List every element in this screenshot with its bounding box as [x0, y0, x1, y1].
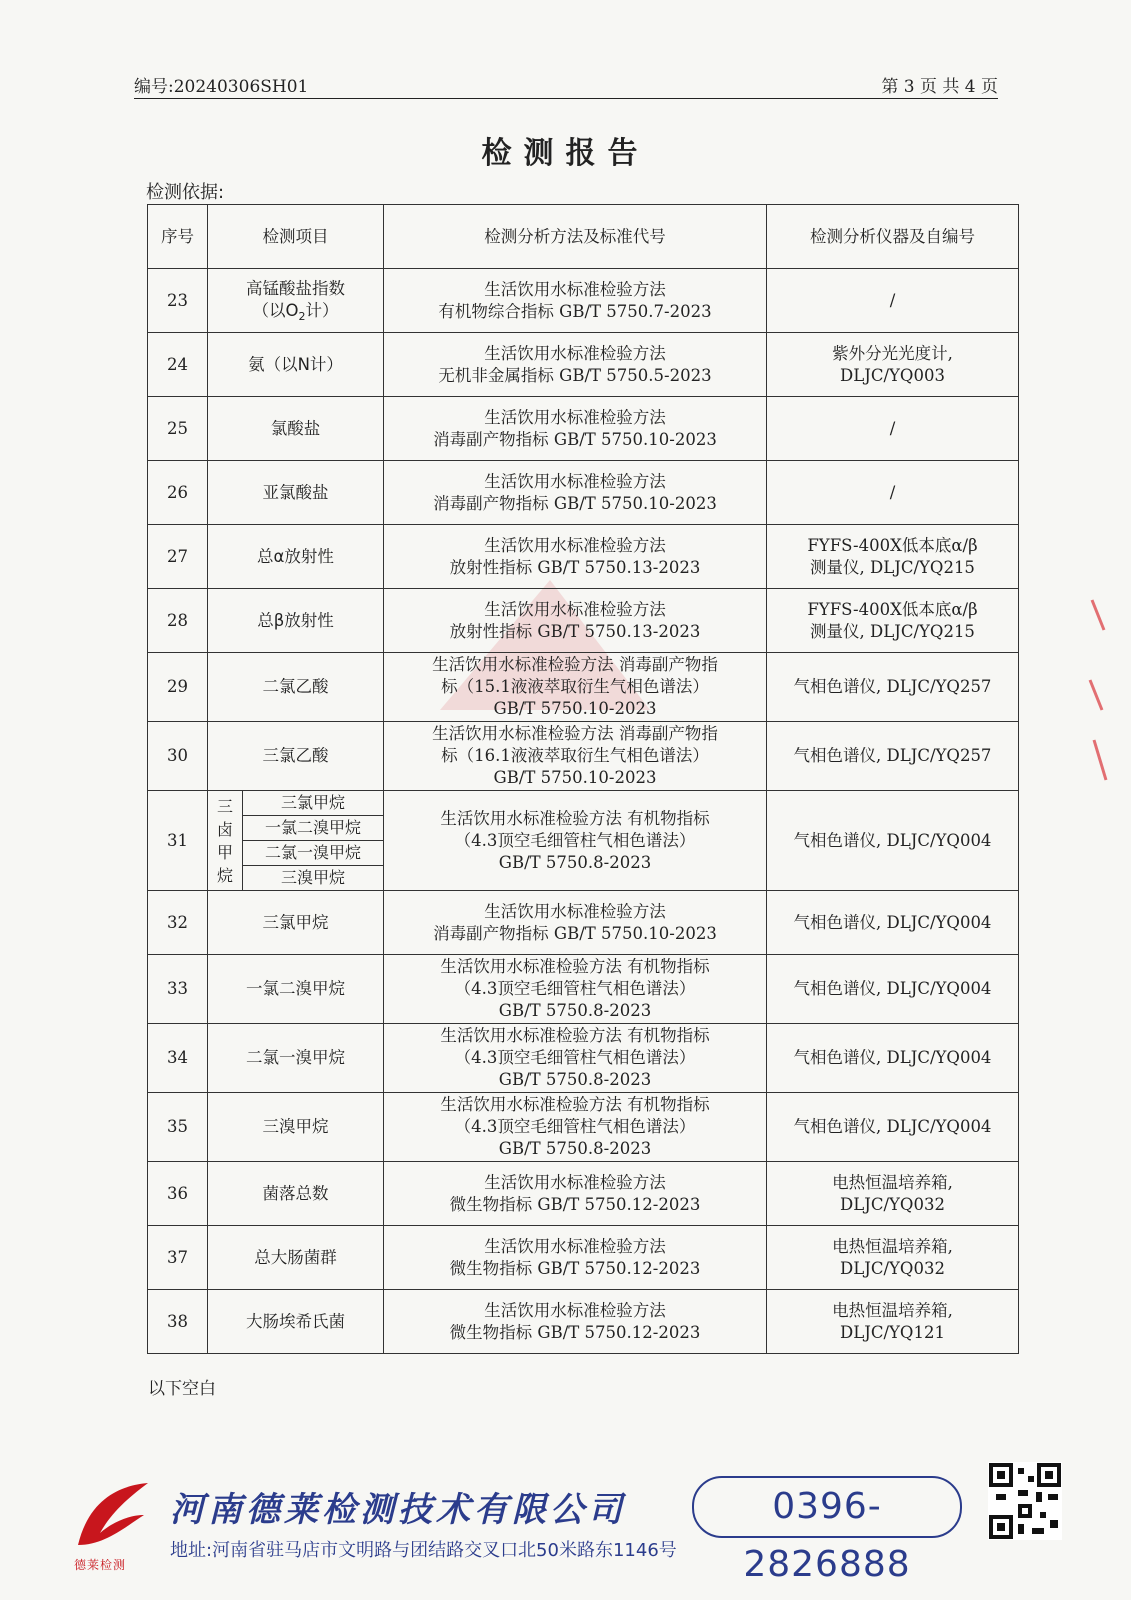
- table-row: [148, 1093, 1019, 1162]
- row-instrument: 气相色谱仪, DLJC/YQ004: [767, 791, 1019, 891]
- company-logo-icon: [70, 1470, 152, 1570]
- row-instrument: FYFS-400X低本底α/β 测量仪, DLJC/YQ215: [767, 589, 1019, 653]
- row-instrument: FYFS-400X低本底α/β 测量仪, DLJC/YQ215: [767, 525, 1019, 589]
- row-instrument: /: [767, 397, 1019, 461]
- company-address: 地址:河南省驻马店市文明路与团结路交叉口北50米路东1146号: [170, 1540, 677, 1561]
- row-no: 35: [148, 1093, 208, 1162]
- company-phone: 0396-2826888: [692, 1476, 962, 1538]
- row-item: 氯酸盐: [208, 397, 384, 461]
- row-instrument: 电热恒温培养箱, DLJC/YQ121: [767, 1290, 1019, 1354]
- row-no: 38: [148, 1290, 208, 1354]
- row-instrument: 气相色谱仪, DLJC/YQ004: [767, 891, 1019, 955]
- row-item-group: [208, 791, 384, 891]
- trihalomethane-subtable: [208, 791, 383, 890]
- row-method: 生活饮用水标准检验方法 有机物指标 （4.3顶空毛细管柱气相色谱法） GB/T 5750.8-2023: [384, 1024, 767, 1093]
- table-row: [148, 461, 1019, 525]
- row-item: 大肠埃希氏菌: [208, 1290, 384, 1354]
- group-label-text: 三 卤 甲 烷: [216, 796, 233, 885]
- row-method: 生活饮用水标准检验方法 微生物指标 GB/T 5750.12-2023: [384, 1162, 767, 1226]
- company-name: 河南德莱检测技术有限公司: [170, 1490, 626, 1530]
- row-item: 总β放射性: [208, 589, 384, 653]
- sub-item: 三溴甲烷: [243, 866, 384, 891]
- row-no: 34: [148, 1024, 208, 1093]
- table-row: [148, 891, 1019, 955]
- table-row: [148, 525, 1019, 589]
- row-item: 氨（以N计）: [208, 333, 384, 397]
- row-instrument: 气相色谱仪, DLJC/YQ004: [767, 955, 1019, 1024]
- row-no: 29: [148, 653, 208, 722]
- row-no: 28: [148, 589, 208, 653]
- table-row: [148, 1162, 1019, 1226]
- table-row: [148, 333, 1019, 397]
- row-item: 高锰酸盐指数 （以$O_2$计）: [208, 269, 384, 333]
- qr-code-icon: [988, 1462, 1062, 1540]
- row-instrument: /: [767, 269, 1019, 333]
- row-method: 生活饮用水标准检验方法 消毒副产物指标 GB/T 5750.10-2023: [384, 891, 767, 955]
- sub-item: 三氯甲烷: [243, 791, 384, 816]
- blank-below-note: 以下空白: [148, 1379, 216, 1399]
- row-method: 生活饮用水标准检验方法 消毒副产物指 标（15.1液液萃取衍生气相色谱法） GB/T 5750.10-2023: [384, 653, 767, 722]
- table-row: [148, 722, 1019, 791]
- row-method: 生活饮用水标准检验方法 无机非金属指标 GB/T 5750.5-2023: [384, 333, 767, 397]
- table-header-row: [148, 205, 1019, 269]
- table-row: [148, 397, 1019, 461]
- row-method: 生活饮用水标准检验方法 微生物指标 GB/T 5750.12-2023: [384, 1290, 767, 1354]
- row-item: 总α放射性: [208, 525, 384, 589]
- table-row: [148, 791, 1019, 891]
- row-method: 生活饮用水标准检验方法 消毒副产物指标 GB/T 5750.10-2023: [384, 461, 767, 525]
- row-method: 生活饮用水标准检验方法 消毒副产物指 标（16.1液液萃取衍生气相色谱法） GB/T 5750.10-2023: [384, 722, 767, 791]
- seal-stamp-edge: [1086, 590, 1110, 810]
- row-instrument: 电热恒温培养箱, DLJC/YQ032: [767, 1226, 1019, 1290]
- row-no: 33: [148, 955, 208, 1024]
- row-no: 24: [148, 333, 208, 397]
- row-item: 亚氯酸盐: [208, 461, 384, 525]
- basis-table: [147, 204, 1019, 1354]
- row-instrument: 气相色谱仪, DLJC/YQ004: [767, 1024, 1019, 1093]
- row-method: 生活饮用水标准检验方法 有机物指标 （4.3顶空毛细管柱气相色谱法） GB/T 5750.8-2023: [384, 955, 767, 1024]
- report-title: 检测报告: [481, 136, 650, 171]
- header-item: 检测项目: [208, 205, 384, 269]
- row-item: 二氯乙酸: [208, 653, 384, 722]
- row-no: 27: [148, 525, 208, 589]
- page-info: 第 3 页 共 4 页: [881, 77, 998, 97]
- basis-label: 检测依据:: [146, 182, 225, 203]
- row-no: 23: [148, 269, 208, 333]
- row-item: 二氯一溴甲烷: [208, 1024, 384, 1093]
- table-row: [148, 653, 1019, 722]
- row-instrument: 电热恒温培养箱, DLJC/YQ032: [767, 1162, 1019, 1226]
- table-row: [148, 1226, 1019, 1290]
- header-instrument: 检测分析仪器及自编号: [767, 205, 1019, 269]
- header-method: 检测分析方法及标准代号: [384, 205, 767, 269]
- row-item: 一氯二溴甲烷: [208, 955, 384, 1024]
- row-no: 30: [148, 722, 208, 791]
- row-method: 生活饮用水标准检验方法 有机物综合指标 GB/T 5750.7-2023: [384, 269, 767, 333]
- table-row: [148, 1290, 1019, 1354]
- row-method: 生活饮用水标准检验方法 消毒副产物指标 GB/T 5750.10-2023: [384, 397, 767, 461]
- row-instrument: 气相色谱仪, DLJC/YQ004: [767, 1093, 1019, 1162]
- report-number: 编号:20240306SH01: [134, 77, 309, 97]
- row-item: 总大肠菌群: [208, 1226, 384, 1290]
- table-row: [148, 1024, 1019, 1093]
- row-item: 三氯乙酸: [208, 722, 384, 791]
- footer: [70, 1470, 1070, 1585]
- group-label: [208, 791, 243, 890]
- row-method: 生活饮用水标准检验方法 放射性指标 GB/T 5750.13-2023: [384, 589, 767, 653]
- row-method: 生活饮用水标准检验方法 有机物指标 （4.3顶空毛细管柱气相色谱法） GB/T 5750.8-2023: [384, 1093, 767, 1162]
- row-no: 26: [148, 461, 208, 525]
- row-instrument: 紫外分光光度计, DLJC/YQ003: [767, 333, 1019, 397]
- table-row: [148, 955, 1019, 1024]
- row-instrument: 气相色谱仪, DLJC/YQ257: [767, 722, 1019, 791]
- sub-item: 一氯二溴甲烷: [243, 816, 384, 841]
- logo-caption: 德莱检测: [74, 1558, 127, 1572]
- row-no: 32: [148, 891, 208, 955]
- row-item: 三溴甲烷: [208, 1093, 384, 1162]
- row-method: 生活饮用水标准检验方法 有机物指标 （4.3顶空毛细管柱气相色谱法） GB/T 5750.8-2023: [384, 791, 767, 891]
- row-instrument: /: [767, 461, 1019, 525]
- row-no: 31: [148, 791, 208, 891]
- table-row: [148, 269, 1019, 333]
- sub-item: 二氯一溴甲烷: [243, 841, 384, 866]
- page-header: [134, 70, 998, 99]
- row-no: 25: [148, 397, 208, 461]
- row-item: 三氯甲烷: [208, 891, 384, 955]
- row-method: 生活饮用水标准检验方法 放射性指标 GB/T 5750.13-2023: [384, 525, 767, 589]
- table-row: [148, 589, 1019, 653]
- row-instrument: 气相色谱仪, DLJC/YQ257: [767, 653, 1019, 722]
- row-method: 生活饮用水标准检验方法 微生物指标 GB/T 5750.12-2023: [384, 1226, 767, 1290]
- row-no: 36: [148, 1162, 208, 1226]
- row-item: 菌落总数: [208, 1162, 384, 1226]
- header-no: 序号: [148, 205, 208, 269]
- row-no: 37: [148, 1226, 208, 1290]
